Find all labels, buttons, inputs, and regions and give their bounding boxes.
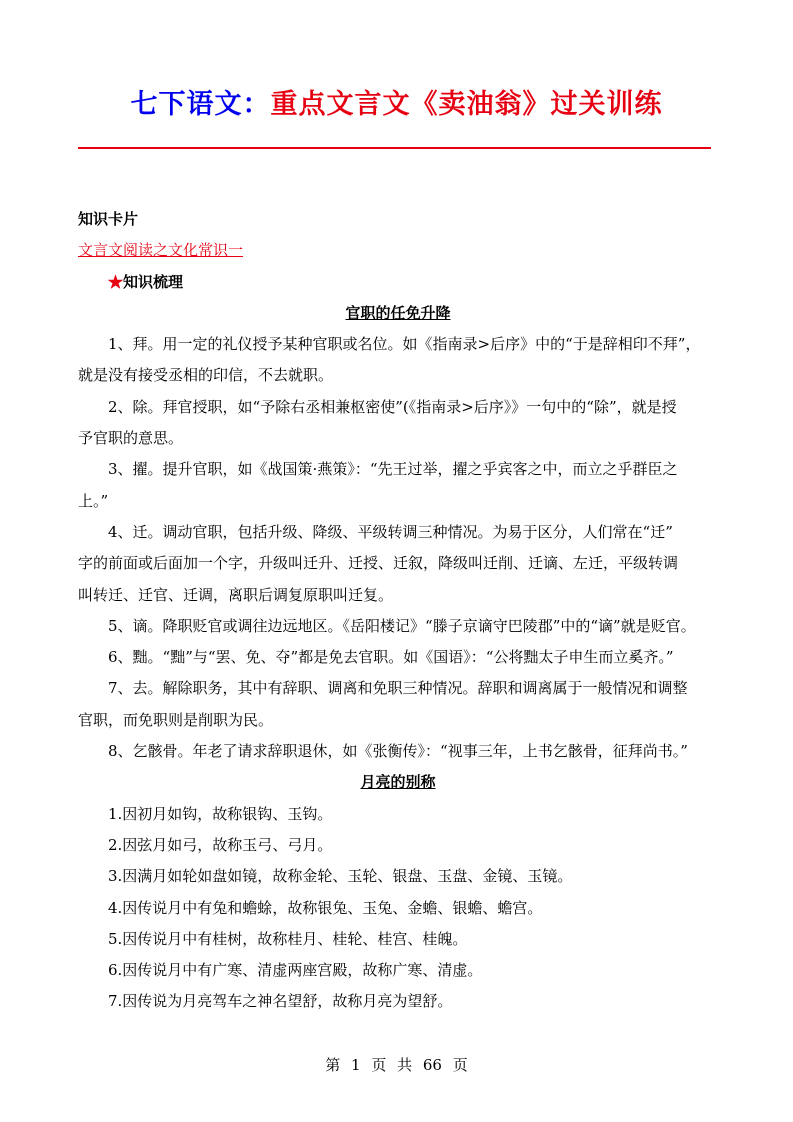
paragraph-line: 6、黜。“黜”与“罢、免、夺”都是免去官职。如《国语》：“公将黜太子申生而立奚齐。” xyxy=(108,648,674,667)
offices-item xyxy=(78,673,718,736)
paragraph-line: 上。” xyxy=(78,491,109,510)
title-part-1: 七下语文： xyxy=(130,89,271,120)
offices-item xyxy=(78,329,718,392)
paragraph-line: 字的前面或后面加一个字，升级叫迁升、迁授、迁叙，降级叫迁削、迁谪、左迁，平级转调 xyxy=(78,554,679,573)
moon-item: 4.因传说月中有兔和蟾蜍，故称银兔、玉兔、金蟾、银蟾、蟾宫。 xyxy=(108,898,543,917)
document-title xyxy=(0,86,793,124)
moon-item: 5.因传说月中有桂树，故称桂月、桂轮、桂宫、桂魄。 xyxy=(108,929,468,948)
offices-item xyxy=(78,642,718,673)
section-heading: 知识卡片 xyxy=(78,210,139,228)
offices-item xyxy=(78,517,718,611)
offices-heading: 官职的任免升降 xyxy=(345,303,451,322)
page-footer: 第 1 页 共 66 页 xyxy=(325,1056,468,1074)
moon-item: 3.因满月如轮如盘如镜，故称金轮、玉轮、银盘、玉盘、金镜、玉镜。 xyxy=(108,867,573,886)
offices-item xyxy=(78,611,718,642)
title-part-2: 重点文言文《卖油翁》过关训练 xyxy=(270,89,663,120)
sort-heading-label: 知识梳理 xyxy=(123,272,184,291)
sort-heading xyxy=(78,267,718,298)
paragraph-line: 4、迁。调动官职，包括升级、降级、平级转调三种情况。为易于区分，人们常在“迁” xyxy=(108,522,673,541)
paragraph-line: 3、擢。提升官职，如《战国策·燕策》：“先王过举，擢之乎宾客之中，而立之乎群臣之 xyxy=(108,460,678,479)
moon-heading: 月亮的别称 xyxy=(360,773,436,792)
moon-item: 1.因初月如钩，故称银钩、玉钩。 xyxy=(108,804,333,823)
offices-item xyxy=(78,736,718,767)
star-icon: ★ xyxy=(108,272,124,291)
document-body xyxy=(78,204,718,1018)
paragraph-line: 就是没有接受丞相的印信，不去就职。 xyxy=(78,366,334,385)
paragraph-line: 5、谪。降职贬官或调往边远地区。《岳阳楼记》“滕子京谪守巴陵郡”中的“谪”就是贬官。 xyxy=(108,616,696,635)
paragraph-line: 7、去。解除职务，其中有辞职、调离和免职三种情况。辞职和调离属于一般情况和调整 xyxy=(108,679,688,698)
paragraph-line: 叫转迁、迁官、迁调，离职后调复原职叫迁复。 xyxy=(78,585,394,604)
paragraph-line: 2、除。拜官授职，如“予除右丞相兼枢密使”(《指南录>后序》》一句中的“除”，就是授 xyxy=(108,397,677,416)
moon-item: 2.因弦月如弓，故称玉弓、弓月。 xyxy=(108,835,333,854)
offices-item xyxy=(78,392,718,455)
title-divider xyxy=(78,147,711,149)
paragraph-line: 8、乞骸骨。年老了请求辞职退休，如《张衡传》：“视事三年，上书乞骸骨，征拜尚书。” xyxy=(108,742,688,761)
moon-item: 7.因传说为月亮驾车之神名望舒，故称月亮为望舒。 xyxy=(108,992,453,1011)
offices-item xyxy=(78,454,718,517)
paragraph-line: 予官职的意思。 xyxy=(78,429,184,448)
paragraph-line: 1、拜。用一定的礼仪授予某种官职或名位。如《指南录>后序》中的“于是辞相印不拜”， xyxy=(108,335,701,354)
paragraph-line: 官职，而免职则是削职为民。 xyxy=(78,710,274,729)
moon-item: 6.因传说月中有广寒、清虚两座宫殿，故称广寒、清虚。 xyxy=(108,961,483,980)
subsection-link[interactable]: 文言文阅读之文化常识一 xyxy=(78,241,244,260)
